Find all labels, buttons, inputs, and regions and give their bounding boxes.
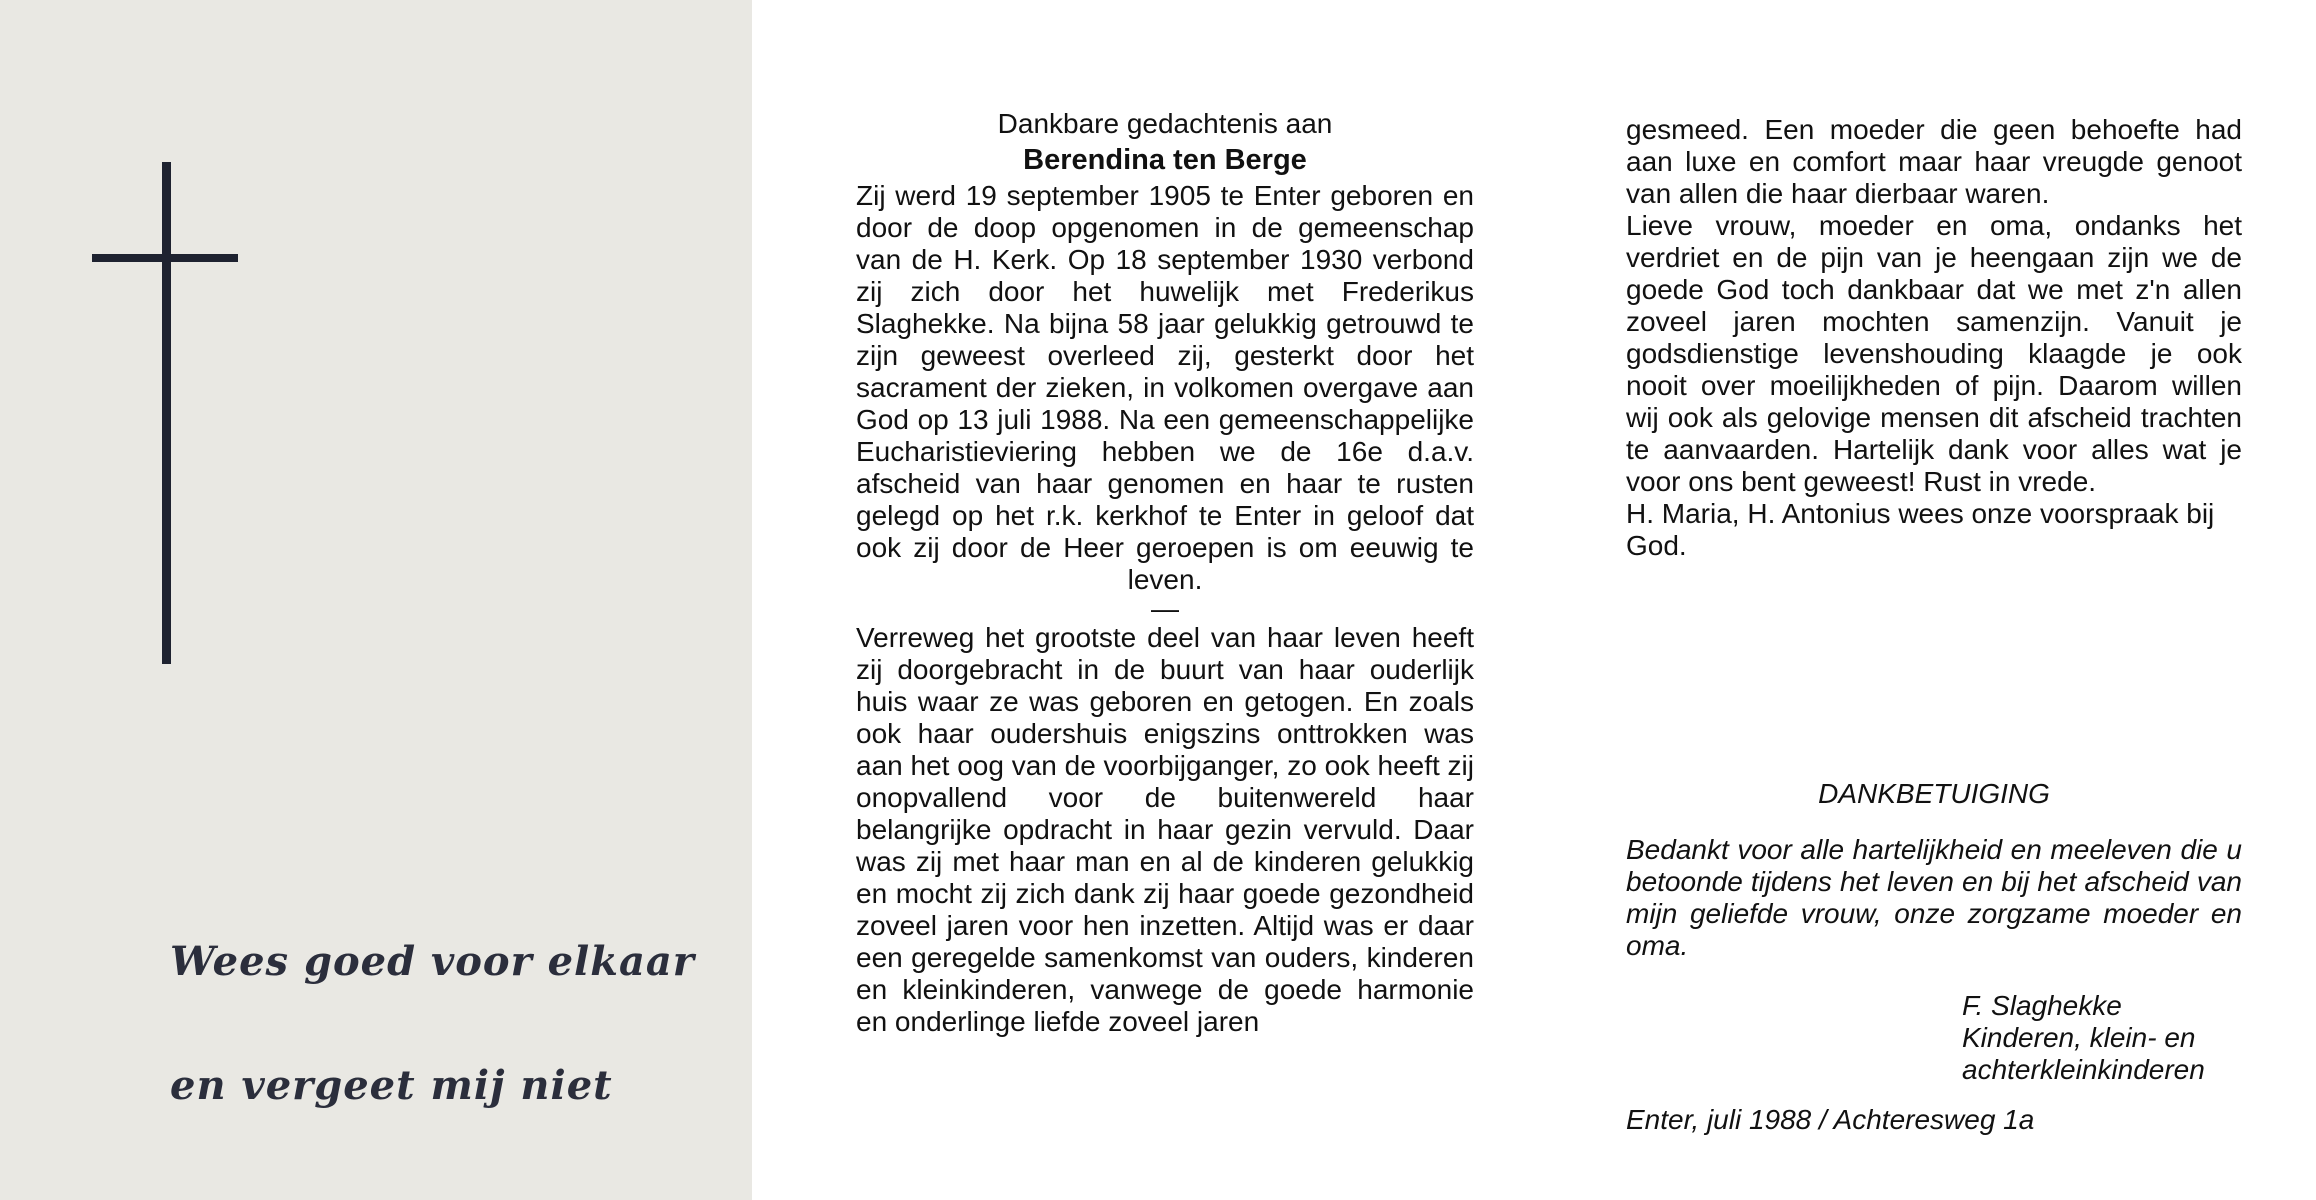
section-divider: — xyxy=(1151,593,1179,624)
memorial-text-column xyxy=(856,108,1474,1038)
cross-vertical-bar xyxy=(162,162,171,664)
motto-line-2: en vergeet mij niet xyxy=(170,1062,613,1109)
life-paragraph-continuation: gesmeed. Een moeder die geen behoefte had aan luxe en comfort maar haar vreugde genoot van allen die haar dierbaar waren. xyxy=(1626,114,2242,209)
farewell-text-column xyxy=(1626,114,2242,562)
place-and-date: Enter, juli 1988 / Achteresweg 1a xyxy=(1626,1104,2035,1135)
farewell-paragraph: Lieve vrouw, moeder en oma, ondanks het verdriet en de pijn van je heengaan zijn we de goede God toch dankbaar dat we met z'n allen zoveel jaren mochten samenzijn. Vanuit je godsdienstige levenshouding klaagde je ook nooit over moeilijkheden of pijn. Daarom willen wij ook als gelovige mensen dit afscheid trachten te aanvaarden. Hartelijk dank voor alles wat je voor ons bent geweest! Rust in vrede. xyxy=(1626,210,2242,497)
deceased-name: Berendina ten Berge xyxy=(1023,144,1307,176)
motto-line-1: Wees goed voor elkaar xyxy=(170,938,695,985)
biography-paragraph: Zij werd 19 september 1905 te Enter geboren en door de doop opgenomen in de gemeenschap van de H. Kerk. Op 18 september 1930 verbond zij zich door het huwelijk met Frederikus Slaghekke. Na bijna 58 jaar gelukkig getrouwd te zijn geweest overleed zij, gesterkt door het sacrament der zieken, in volkomen overgave aan God op 13 juli 1988. Na een gemeenschappelijke Eucharistieviering hebben we de 16e d.a.v. afscheid van haar genomen en haar te rusten gelegd op het r.k. kerkhof te Enter in geloof dat ook zij door de Heer geroepen is om eeuwig te leven. xyxy=(856,180,1474,595)
life-paragraph: Verreweg het grootste deel van haar leven heeft zij doorgebracht in de buurt van haar ouderlijk huis waar ze was geboren en getogen. En zoals ook haar oudershuis enigszins onttrokken was aan het oog van de voorbijganger, zo ook heeft zij onopvallend voor de buitenwereld haar belangrijke opdracht in haar gezin vervuld. Daar was zij met haar man en al de kinderen gelukkig en mocht zij zich dank zij haar goede gezondheid zoveel jaren voor hen inzetten. Altijd was er daar een geregelde samenkomst van ouders, kinderen en kleinkinderen, vanwege de goede harmonie en onderlinge liefde zoveel jaren xyxy=(856,622,1474,1037)
intro-heading: Dankbare gedachtenis aan xyxy=(997,108,1333,139)
prayer-line: H. Maria, H. Antonius wees onze voorspraak bij God. xyxy=(1626,498,2215,561)
card-front-panel xyxy=(0,0,752,1200)
signature-family-line-2: achterkleinkinderen xyxy=(1962,1054,2205,1085)
thanks-heading: DANKBETUIGING xyxy=(1818,778,2050,809)
thanks-message: Bedankt voor alle hartelijkheid en meeleven die u betoonde tijdens het leven en bij het afscheid van mijn geliefde vrouw, onze zorgzame moeder en oma. xyxy=(1626,834,2242,961)
signature-block xyxy=(1962,990,2252,1086)
signature-family-line: Kinderen, klein- en xyxy=(1962,1022,2196,1053)
cross-horizontal-bar xyxy=(92,254,238,262)
signature-name: F. Slaghekke xyxy=(1962,990,2122,1021)
